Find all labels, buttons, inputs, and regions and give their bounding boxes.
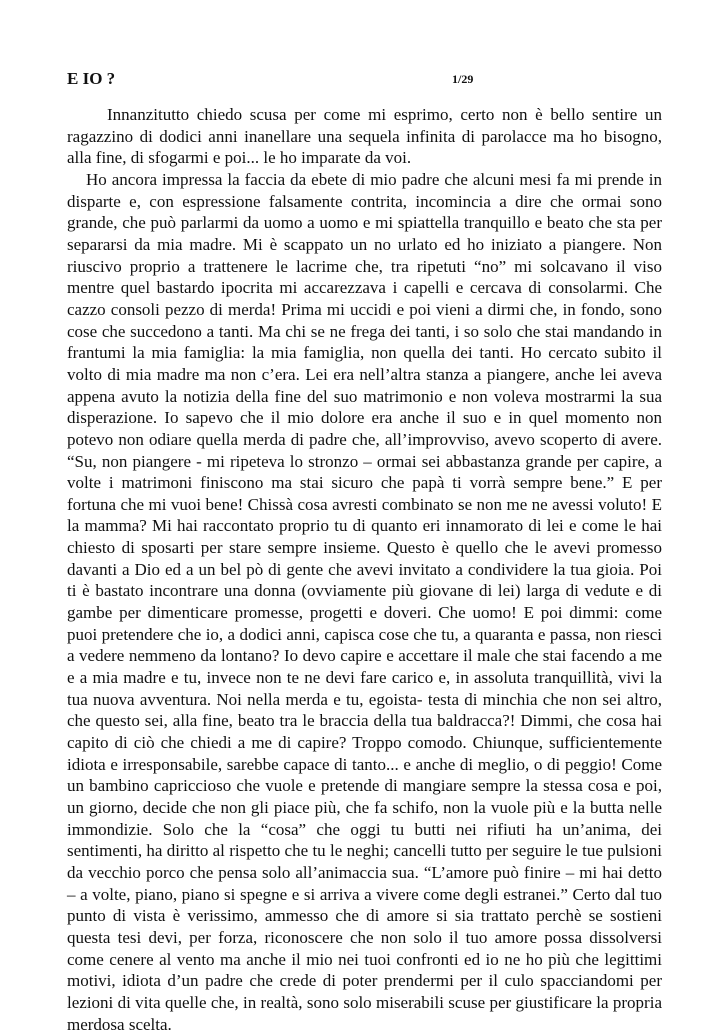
page-number: 1/29: [452, 72, 474, 86]
paragraph-1: Innanzitutto chiedo scusa per come mi esprimo, certo non è bello sentire un ragazzino di dodici anni inanellare una sequela infinita di parolacce ma ho bisogno, alla fine, di sfogarmi e poi... le ho imparate da voi.: [67, 105, 662, 168]
paragraph-2: Ho ancora impressa la faccia da ebete di mio padre che alcuni mesi fa mi prende in disparte e, con espressione falsamente contrita, incomincia a dire che ormai sono grande, che può parlarmi da uomo a uomo e mi spiattella tranquillo e beato che sta per separarsi da mia madre. Mi è scappato un no urlato ed ho iniziato a piangere. Non riuscivo proprio a trattenere le lacrime che, tra ripetuti “no” mi solcavano il viso mentre quel bastardo ipocrita mi accarezzava i capelli e cercava di consolarmi. Che cazzo consoli pezzo di merda! Prima mi uccidi e poi vieni a dirmi che, in fondo, sono cose che succedono a tanti. Ma chi se ne frega dei tanti, i so solo che stai mandando in frantumi la mia famiglia: la mia famiglia, non quella dei tanti. Ho cercato subito il volto di mia madre ma non c’era. Lei era nell’altra stanza a piangere, anche lei aveva appena avuto la notizia della fine del suo matrimonio e non voleva mostrarmi la sua disperazione. Io sapevo che il mio dolore era anche il suo e in quel momento non potevo non odiare quella merda di padre che, all’improvviso, avevo scoperto di avere. “Su, non piangere - mi ripeteva lo stronzo – ormai sei abbastanza grande per capire, a volte i matrimoni finiscono ma stai sicuro che papà ti vorrà sempre bene.” E per fortuna che mi vuoi bene! Chissà cosa avresti combinato se non me ne avessi voluto! E la mamma? Mi hai raccontato proprio tu di quanto eri innamorato di lei e come le hai chiesto di sposarti per stare sempre insieme. Questo è quello che le avevi promesso davanti a Dio ed a un bel pò di gente che avevi invitato a condividere la tua gioia. Poi ti è bastato incontrare una donna (ovviamente più giovane di lei) larga di vedute e di gambe per dimenticare promesse, progetti e doveri. Che uomo! E poi dimmi: come puoi pretendere che io, a dodici anni, capisca cose che tu, a quaranta e passa, non riesci a vedere nemmeno da lontano? Io devo capire e accettare il male che stai facendo a me e a mia madre e tu, invece non te ne devi fare carico e, in assoluta tranquillità, vivi la tua nuova avventura. Noi nella merda e tu, egoista- testa di minchia che non sei altro, che questo sei, alla fine, beato tra le braccia della tua baldracca?! Dimmi, che cosa hai capito di ciò che chiedi a me di capire? Troppo comodo. Chiunque, sufficientemente idiota e irresponsabile, sarebbe capace di tanto... e anche di meglio, o di peggio! Come un bambino capriccioso che vuole e pretende di mangiare sempre la stessa cosa e poi, un giorno, decide che non gli piace più, che fa schifo, non la vuole più e la butta nelle immondizie. Solo che la “cosa” che oggi tu butti nei rifiuti ha un’anima, dei sentimenti, ha diritto al rispetto che tu le neghi; cancelli tutto per seguire le tue pulsioni da vecchio porco che pensa solo all’animaccia sua. “L’amore può finire – mi hai detto – a volte, piano, piano si spegne e si arriva a vivere come degli estranei.” Certo dal tuo punto di vista è verissimo, ammesso che di amore si sia trattato perchè se sostieni questa tesi devi, per forza, riconoscere che non solo il tuo amore possa dissolversi come cenere al vento ma anche il mio nei tuoi confronti ed io ne ho più che legittimi motivi, idiota d’un padre che crede di poter prendermi per il culo spacciandomi per lezioni di vita quelle che, in realtà, sono solo miserabili scuse per giustificare la propria merdosa scelta.: [67, 169, 662, 1034]
page-header: [67, 69, 662, 89]
document-title: E IO ?: [67, 69, 116, 88]
body-text: [67, 104, 662, 1035]
